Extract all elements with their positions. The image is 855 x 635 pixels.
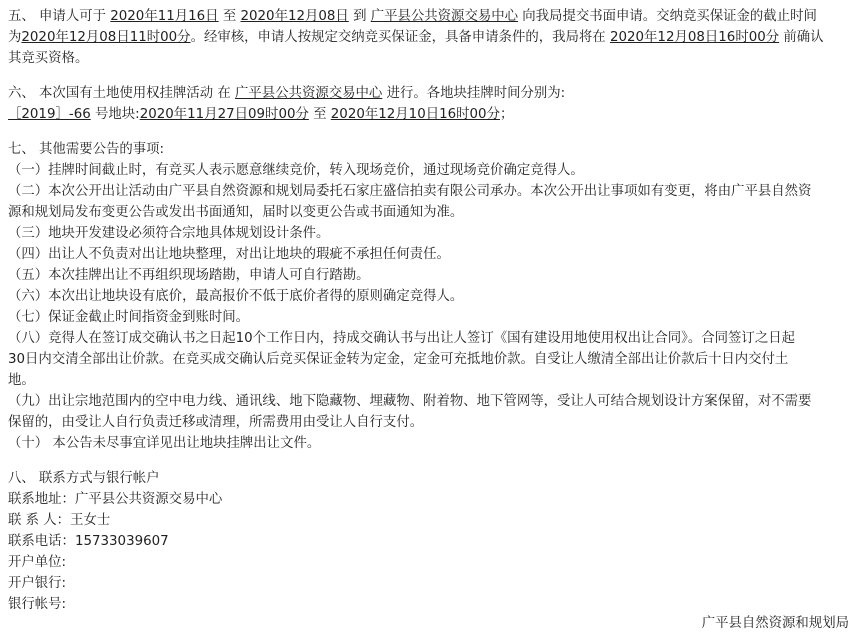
sec5-deposit-deadline: 2020年12月08日11时00分 (21, 30, 191, 45)
sec7-item: （四）出让人不负责对出让地块整理，对出让地块的瑕疵不承担任何责任。 (8, 247, 450, 262)
sec7-item: （三）地块开发建设必须符合宗地具体规划设计条件。 (8, 226, 330, 241)
sec7-title: 七、 其他需要公告的事项: (8, 142, 165, 157)
contact-address: 联系地址：广平县公共资源交易中心 (8, 492, 223, 507)
sec6-venue: 广平县公共资源交易中心 (235, 86, 383, 101)
sec7-item: （五）本次挂牌出让不再组织现场踏勘，申请人可自行踏勘。 (8, 268, 370, 283)
sec6-text: 号地块: (90, 107, 140, 122)
sec5-line-1 (8, 6, 817, 27)
sec5-text: 。经审核，申请人按规定交纳竞买保证金，具备申请条件的，我局将在 (190, 30, 610, 45)
account-holder: 开户单位: (8, 555, 67, 570)
sec5-venue: 广平县公共资源交易中心 (370, 9, 519, 24)
sec6-text: 进行。各地块挂牌时间分别为: (382, 86, 566, 101)
issuer-signature: 广平县自然资源和规划局 (701, 616, 849, 631)
sec7-item: 地。 (8, 373, 35, 388)
sec6-line-1 (8, 83, 565, 104)
sec7-item: 30日内交清全部出让价款。在竞买成交确认后竞买保证金转为定金，定金可充抵地价款。自受让人缴清全部出让价款后十日内交付土 (8, 352, 789, 367)
sec7-item: （八）竞得人在签订成交确认书之日起10个工作日内，持成交确认书与出让人签订《国有建设用地使用权出让合同》。合同签订之日起 (8, 331, 795, 346)
sec6-end-time: 2020年12月10日16时00分 (330, 107, 500, 122)
sec5-line-3: 其竞买资格。 (8, 51, 89, 66)
sec5-start-date: 2020年11月16日 (110, 9, 219, 24)
contact-person: 联 系 人：王女士 (8, 513, 111, 528)
sec5-text: 到 (348, 9, 371, 24)
sec5-text: 五、 申请人可于 (8, 9, 111, 24)
sec7-item: （七）保证金截止时间指资金到账时间。 (8, 310, 250, 325)
sec8-title: 八、 联系方式与银行帐户 (8, 471, 160, 486)
sec5-text: 至 (218, 9, 241, 24)
sec6-start-time: 2020年11月27日09时00分 (139, 107, 309, 122)
sec6-text: 六、 本次国有土地使用权挂牌活动 在 (8, 86, 236, 101)
sec5-text: 向我局提交书面申请。交纳竞买保证金的截止时间 (518, 9, 817, 24)
account-number: 银行帐号: (8, 597, 67, 612)
sec7-item: （一）挂牌时间截止时，有竞买人表示愿意继续竞价，转入现场竞价，通过现场竞价确定竞得人。 (8, 163, 584, 178)
sec5-line-2 (8, 27, 824, 48)
sec7-item: （二）本次公开出让活动由广平县自然资源和规划局委托石家庄盛信拍卖有限公司承办。本次公开出让事项如有变更，将由广平县自然资 (8, 184, 812, 199)
sec7-item: 源和规划局发布变更公告或发出书面通知，届时以变更公告或书面通知为准。 (8, 205, 464, 220)
contact-phone: 联系电话：15733039607 (8, 534, 169, 549)
sec6-text: ； (499, 107, 514, 122)
sec6-line-2 (8, 104, 513, 125)
account-bank: 开户银行: (8, 576, 67, 591)
sec6-lot-number: ［2019］-66 (8, 107, 91, 122)
sec5-confirm-time: 2020年12月08日16时00分 (609, 30, 780, 45)
sec7-item: 保留的，由受让人自行负责迁移或清理，所需费用由受让人自行支付。 (8, 415, 424, 430)
sec7-item: （十） 本公告未尽事宜详见出让地块挂牌出让文件。 (8, 436, 321, 451)
sec5-end-date: 2020年12月08日 (240, 9, 349, 24)
sec5-text: 为 (8, 30, 22, 45)
sec7-item: （九）出让宗地范围内的空中电力线、通讯线、地下隐藏物、埋藏物、附着物、地下管网等，受让人可结合规划设计方案保留，对不需要 (8, 394, 812, 409)
sec7-item: （六）本次出让地块设有底价，最高报价不低于底价者得的原则确定竞得人。 (8, 289, 464, 304)
sec5-text: 前确认 (779, 30, 824, 45)
sec6-text: 至 (308, 107, 331, 122)
